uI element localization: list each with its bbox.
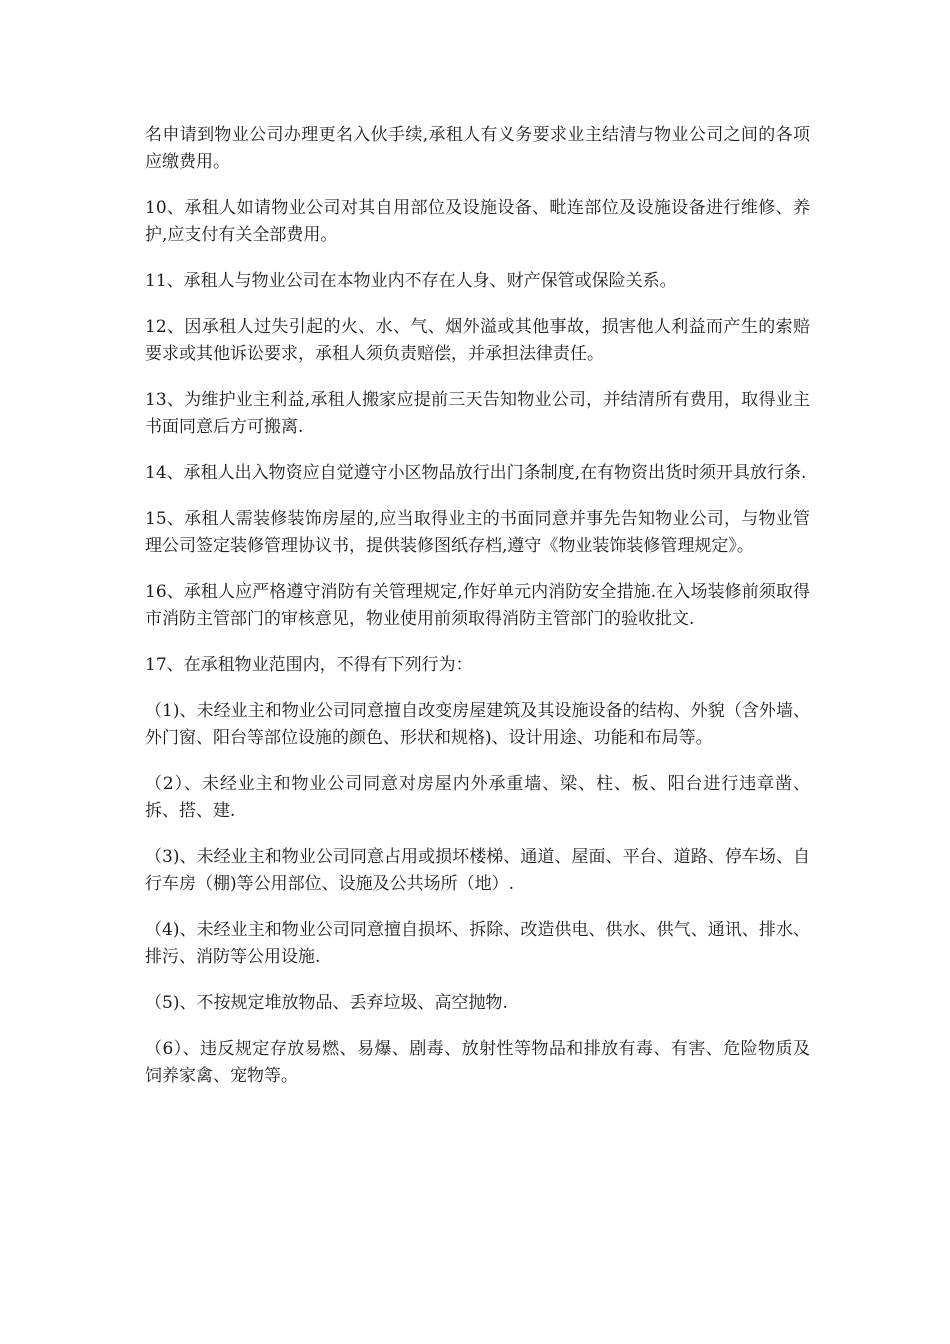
clause-17-item-1: （1)、未经业主和物业公司同意擅自改变房屋建筑及其设施设备的结构、外貌（含外墙、外门窗、阳台等部位设施的颜色、形状和规格)、设计用途、功能和布局等。 [145,701,810,748]
paragraph-continuation: 名申请到物业公司办理更名入伙手续,承租人有义务要求业主结清与物业公司之间的各项应缴费用。 [145,125,810,172]
clause-17-item-2: （2）、未经业主和物业公司同意对房屋内外承重墙、梁、柱、板、阳台进行违章凿、拆、搭、建. [145,774,810,821]
clause-17-item-5: （5)、不按规定堆放物品、丢弃垃圾、高空抛物. [145,993,508,1013]
clause-17-item-3: （3)、未经业主和物业公司同意占用或损坏楼梯、通道、屋面、平台、道路、停车场、自行车房（棚)等公用部位、设施及公共场所（地）. [145,847,810,894]
document-body [145,122,810,1109]
clause-11: 11、承租人与物业公司在本物业内不存在人身、财产保管或保险关系。 [145,271,677,291]
clause-17-item-4: （4)、未经业主和物业公司同意擅自损坏、拆除、改造供电、供水、供气、通讯、排水、排污、消防等公用设施. [145,920,810,967]
clause-16: 16、承租人应严格遵守消防有关管理规定,作好单元内消防安全措施.在入场装修前须取得市消防主管部门的审核意见，物业使用前须取得消防主管部门的验收批文. [145,582,810,629]
clause-13: 13、为维护业主利益,承租人搬家应提前三天告知物业公司，并结清所有费用，取得业主书面同意后方可搬离. [145,390,810,437]
clause-17: 17、在承租物业范围内，不得有下列行为： [145,655,473,675]
clause-12: 12、因承租人过失引起的火、水、气、烟外溢或其他事故，损害他人利益而产生的索赔要求或其他诉讼要求，承租人须负责赔偿，并承担法律责任。 [145,317,810,364]
clause-17-item-6: （6）、违反规定存放易燃、易爆、剧毒、放射性等物品和排放有毒、有害、危险物质及饲养家禽、宠物等。 [145,1039,810,1086]
clause-14: 14、承租人出入物资应自觉遵守小区物品放行出门条制度,在有物资出货时须开具放行条. [145,463,807,483]
clause-10: 10、承租人如请物业公司对其自用部位及设施设备、毗连部位及设施设备进行维修、养护,应支付有关全部费用。 [145,198,810,245]
clause-15: 15、承租人需装修装饰房屋的,应当取得业主的书面同意并事先告知物业公司，与物业管理公司签定装修管理协议书，提供装修图纸存档,遵守《物业装饰装修管理规定》。 [145,509,810,556]
